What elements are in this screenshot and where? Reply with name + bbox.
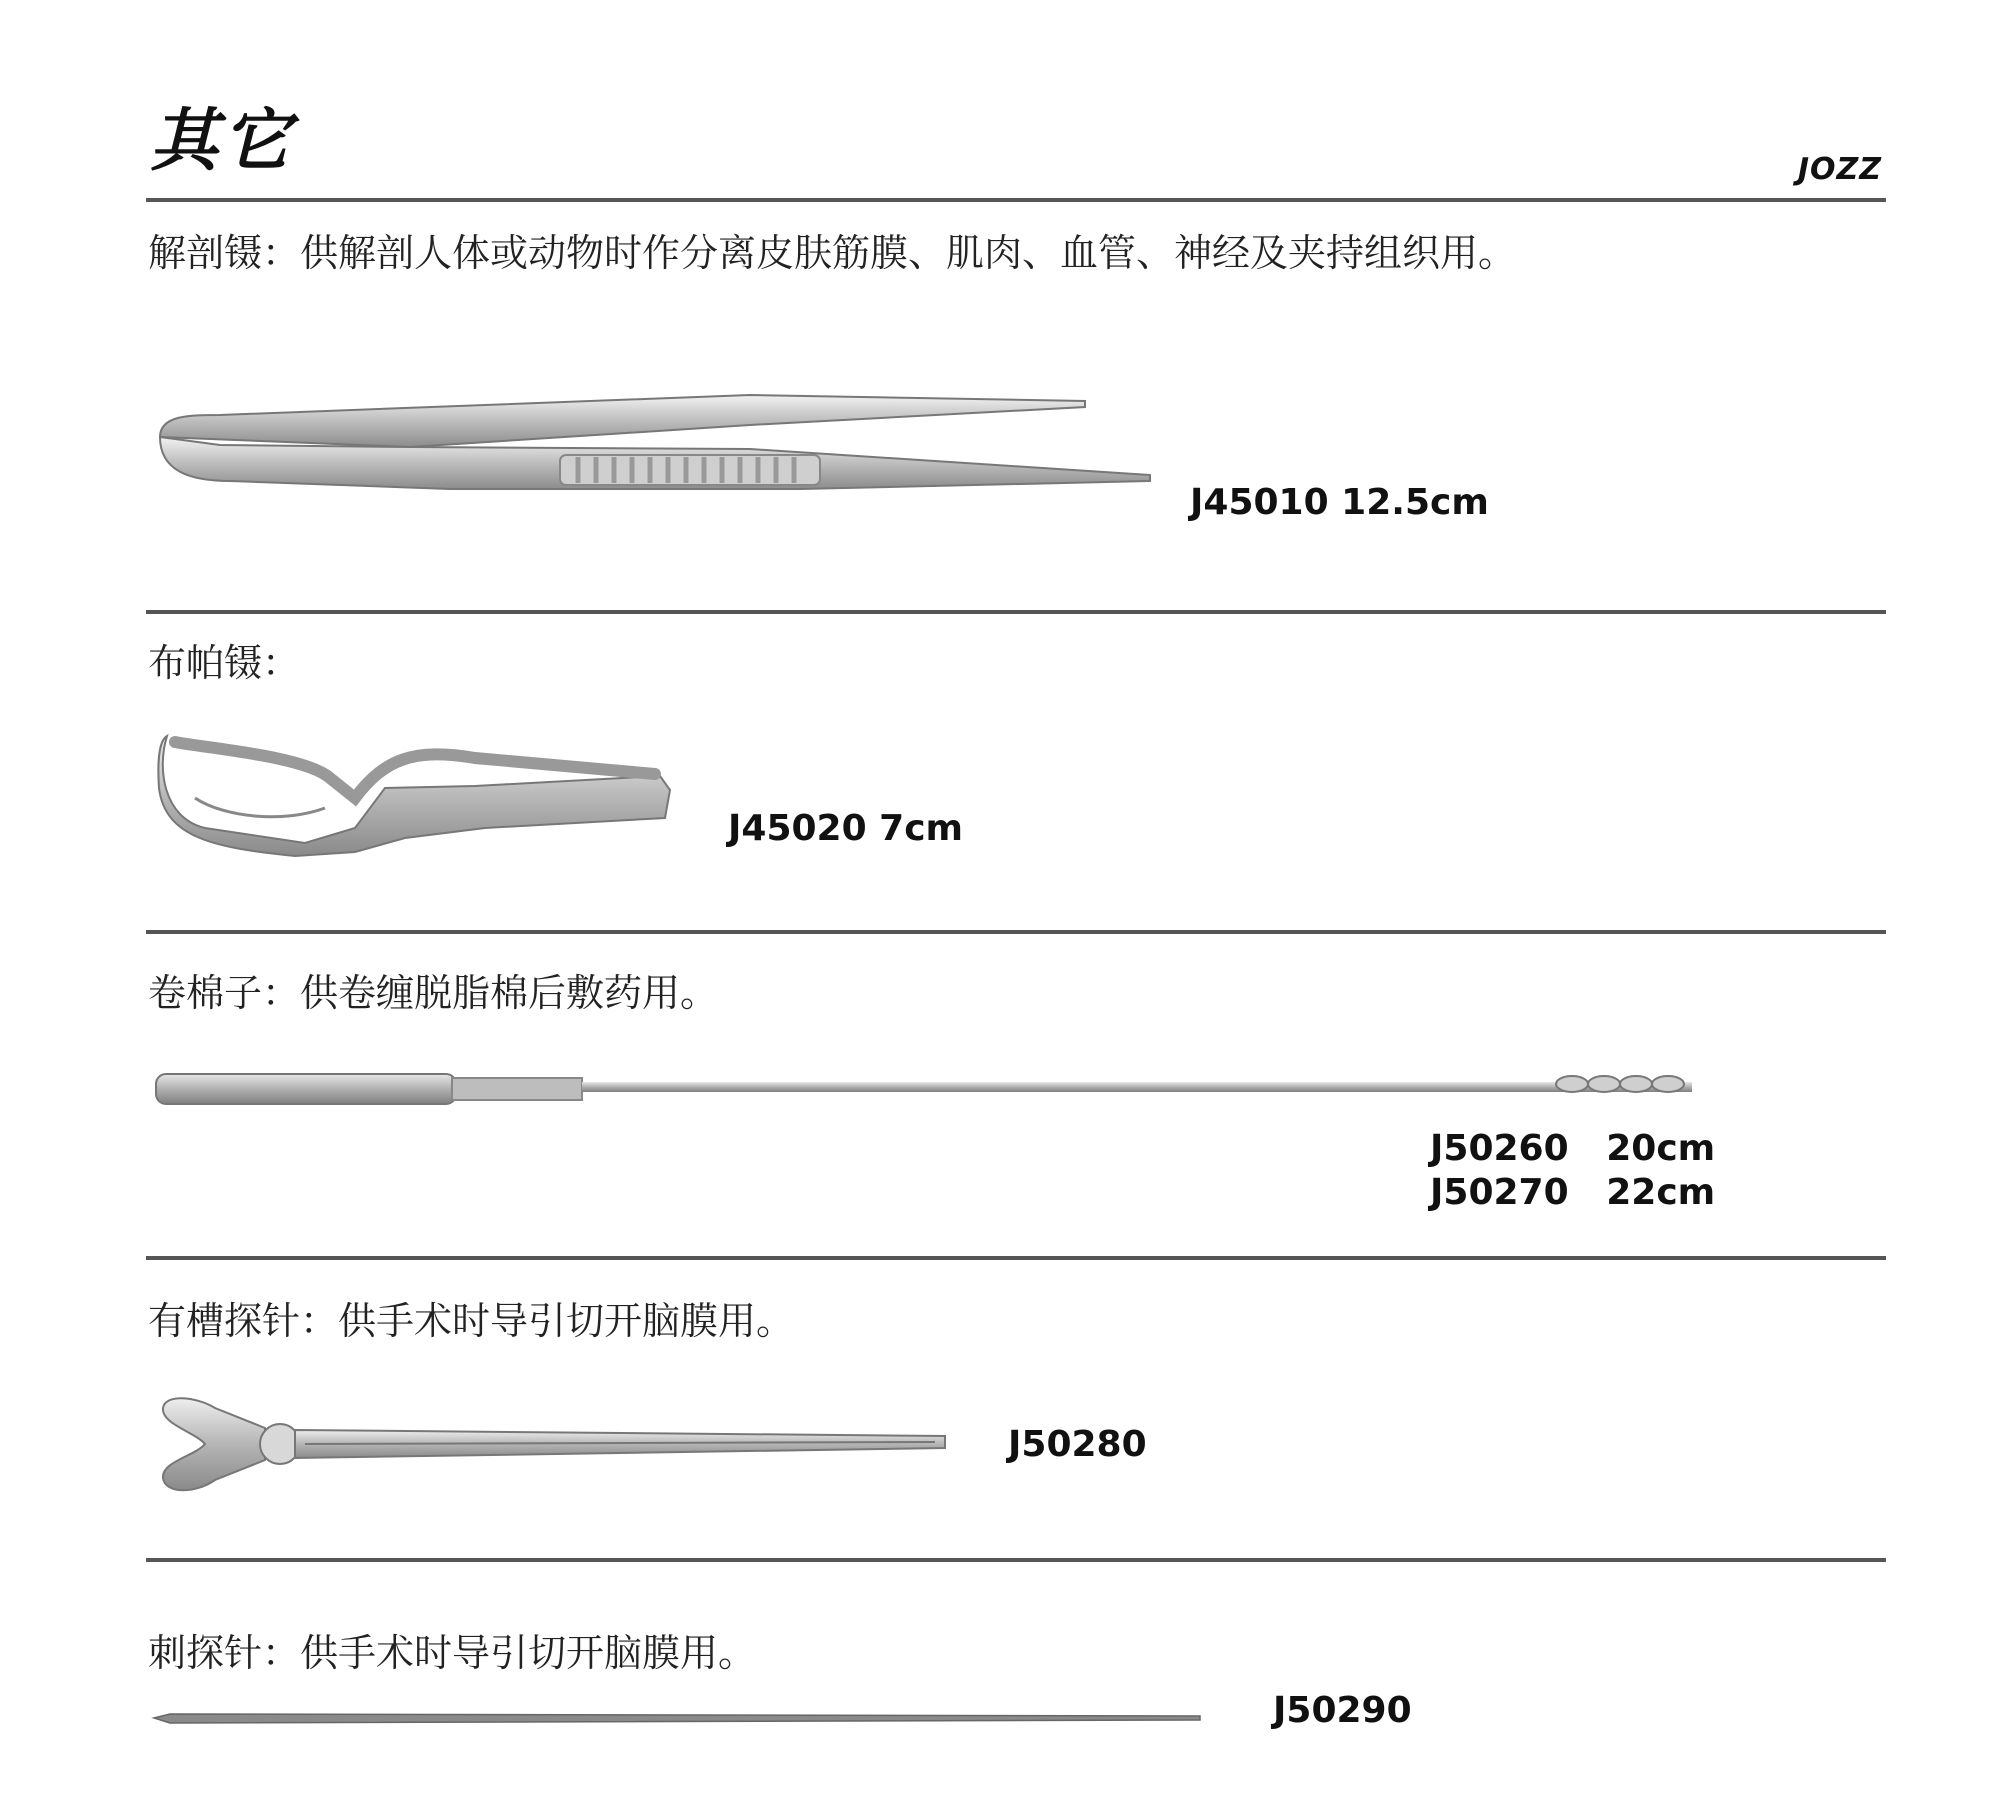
product-code: J45020 7cm (728, 808, 964, 849)
section-divider (146, 610, 1886, 614)
cotton-applicator-image (152, 1064, 1712, 1114)
product-code: J50270 22cm (1430, 1172, 1716, 1213)
header-rule (146, 198, 1886, 202)
section-divider (146, 1256, 1886, 1260)
product-code: J50290 (1273, 1690, 1412, 1731)
section-description: 卷棉子：供卷缠脱脂棉后敷药用。 (148, 971, 719, 1015)
product-code: J45010 12.5cm (1190, 482, 1489, 523)
section-divider (146, 1558, 1886, 1562)
dissecting-forceps-image (150, 385, 1160, 515)
section-divider (146, 930, 1886, 934)
section-description: 解剖镊：供解剖人体或动物时作分离皮肤筋膜、肌肉、血管、神经及夹持组织用。 (148, 231, 1517, 275)
page-title: 其它 (150, 102, 295, 181)
probe-needle-image (150, 1706, 1210, 1730)
brand-logo-text: JOZZ (1797, 152, 1882, 187)
grooved-director-image (155, 1390, 955, 1500)
product-code: J50260 20cm (1430, 1128, 1716, 1169)
section-description: 布帕镊： (148, 641, 301, 685)
towel-forceps-image (155, 728, 675, 858)
section-description: 有槽探针：供手术时导引切开脑膜用。 (148, 1299, 795, 1343)
section-description: 刺探针：供手术时导引切开脑膜用。 (148, 1631, 757, 1675)
product-code: J50280 (1008, 1424, 1147, 1465)
